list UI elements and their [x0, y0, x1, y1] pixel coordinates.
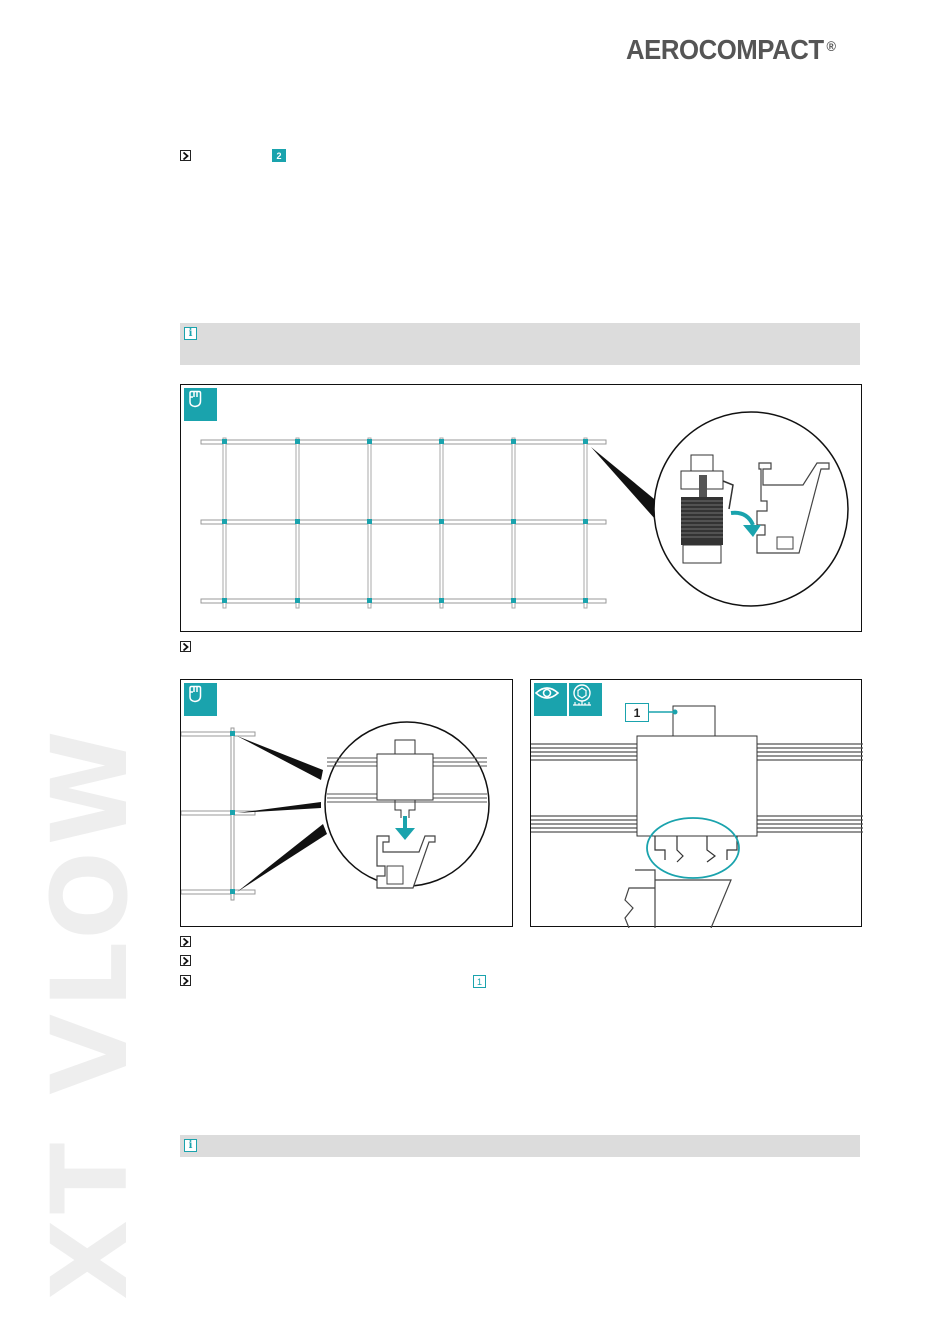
- rail-grid-drawing: [181, 385, 863, 633]
- callout-number: 1: [625, 703, 649, 722]
- clamp-insertion-drawing: [181, 680, 514, 928]
- chevron-right-icon: [180, 936, 191, 947]
- hand-fist-icon: [184, 388, 217, 421]
- torque-wrench-icon: [569, 683, 602, 716]
- brand-logo: [626, 34, 835, 66]
- clamp-inspection-drawing: [531, 680, 863, 928]
- chevron-right-icon: [180, 150, 191, 161]
- info-bar: [180, 1135, 860, 1157]
- step-badge-outline: 1: [473, 975, 486, 988]
- hand-fist-icon: [184, 683, 217, 716]
- figure-clamp-inspection: [530, 679, 862, 927]
- brand-name: AEROCOMPACT: [626, 34, 824, 65]
- chevron-right-icon: [180, 641, 191, 652]
- info-bar: [180, 323, 860, 365]
- side-product-title: XT VLOW: [29, 724, 151, 1300]
- figure-rail-grid: [180, 384, 862, 632]
- chevron-right-icon: [180, 975, 191, 986]
- eye-icon: [534, 683, 567, 716]
- step-badge-filled: 2: [272, 149, 286, 162]
- registered-mark: ®: [826, 38, 836, 54]
- info-icon: i: [184, 327, 197, 340]
- info-icon: i: [184, 1139, 197, 1152]
- figure-clamp-insertion: [180, 679, 513, 927]
- chevron-right-icon: [180, 955, 191, 966]
